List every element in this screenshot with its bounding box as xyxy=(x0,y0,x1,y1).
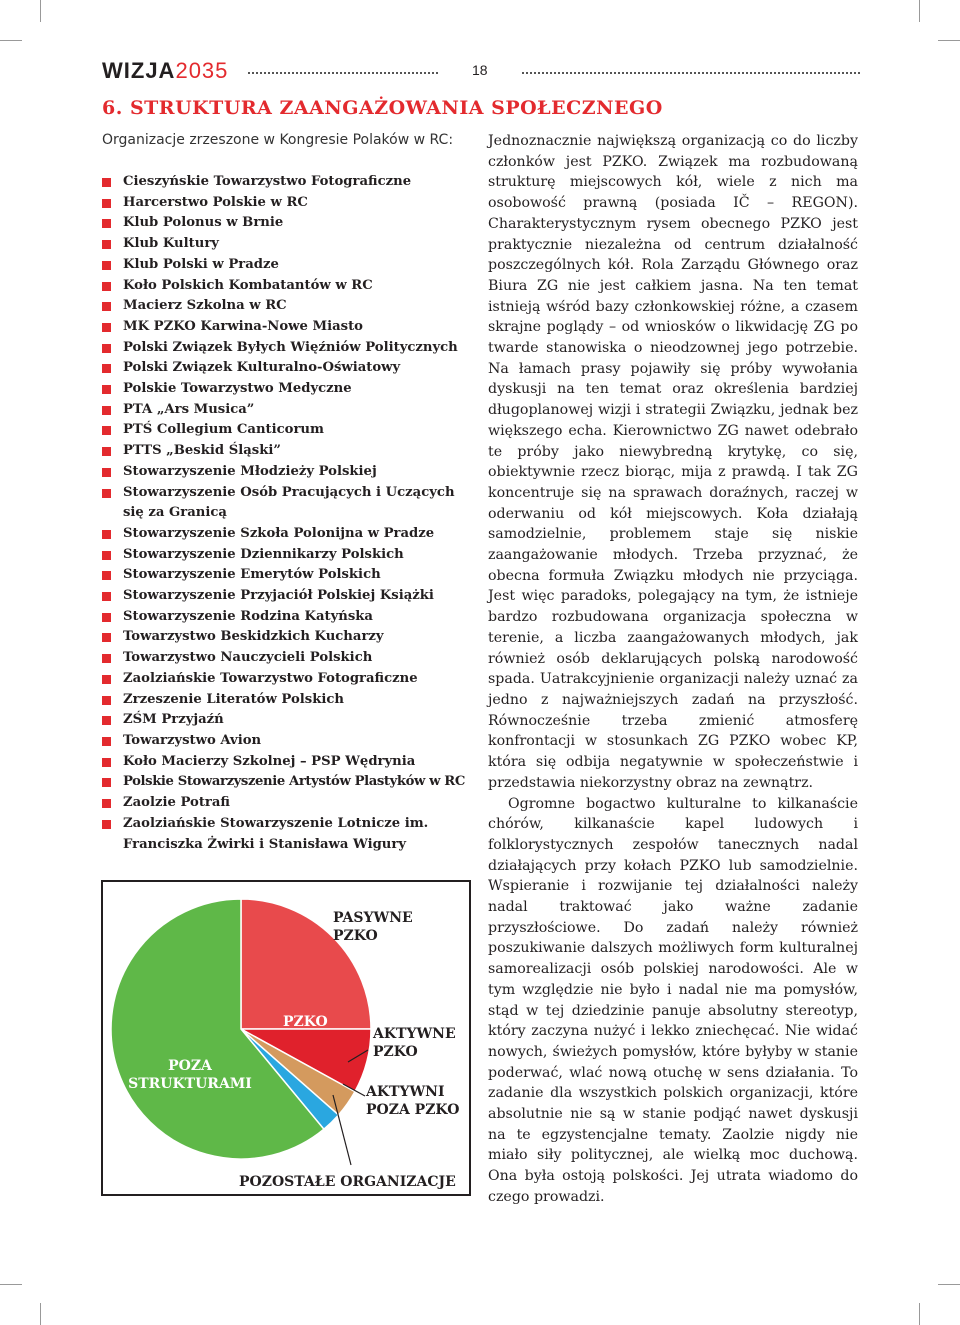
bullet-icon xyxy=(102,282,111,291)
bullet-icon xyxy=(102,385,111,394)
bullet-icon xyxy=(102,633,111,642)
bullet-icon xyxy=(102,737,111,746)
list-item: Towarzystwo Beskidzkich Kucharzy xyxy=(102,627,482,648)
body-paragraph-2: Ogromne bogactwo kulturalne to kilkanaście chórów, kilkanaście kapel ludowych i folklorystycznych zespołów tanecznych nadal działających przy kołach PZKO lub samodzielnie. Wspieranie i rozwijanie tej działalności należy nadal traktować jako ważne zadanie przyszłościowe. Do zadań należy również poszukiwanie dalszych możliwych form kulturalnej samorealizacji osób polskiej narodowości. Ale w tym względzie nie było i nadal nie ma pomysłów, stąd w tej dziedzinie panuje absolutny stereotyp, który zaczyna nużyć i lekko zniechęcać. Nie widać nowych, świeżych pomysłów, które byłyby w stanie poderwać, wlać nową otuchę w sens działania. To zadanie dla wszystkich polskich organizacji, które absolutnie nie są w stanie podjąć nawet dyskusji na te egzystencjalne tematy. Zaolzie nigdy nie miało siły politycznej, ale wielką moc duchową. Ona była ostoją polskości. Jej utrata wiadomo do czego prowadzi. xyxy=(488,795,858,1205)
bullet-icon xyxy=(102,426,111,435)
label-poza-line1: POZA xyxy=(168,1058,212,1074)
list-item: Polskie Towarzystwo Medyczne xyxy=(102,379,482,400)
list-item: Towarzystwo Nauczycieli Polskich xyxy=(102,648,482,669)
label-pasywne-line1: PASYWNE xyxy=(333,910,413,926)
label-pozostale: POZOSTAŁE ORGANIZACJE xyxy=(239,1174,456,1190)
list-item: PTŚ Collegium Canticorum xyxy=(102,420,482,441)
list-item: Stowarzyszenie Szkoła Polonijna w Pradze xyxy=(102,524,482,545)
crop-mark xyxy=(938,40,960,41)
bullet-icon xyxy=(102,613,111,622)
list-item: Stowarzyszenie Rodzina Katyńska xyxy=(102,607,482,628)
label-pasywne-line2: PZKO xyxy=(333,928,378,944)
bullet-icon xyxy=(102,489,111,498)
bullet-icon xyxy=(102,654,111,663)
page-header xyxy=(102,56,860,86)
bullet-icon xyxy=(102,406,111,415)
crop-mark xyxy=(0,40,22,41)
bullet-icon xyxy=(102,675,111,684)
bullet-icon xyxy=(102,571,111,580)
bullet-icon xyxy=(102,240,111,249)
logo xyxy=(102,58,228,84)
bullet-icon xyxy=(102,551,111,560)
list-item: Macierz Szkolna w RC xyxy=(102,296,482,317)
pie-chart-svg xyxy=(103,882,469,1194)
page-number: 18 xyxy=(472,62,488,78)
list-item: Stowarzyszenie Dziennikarzy Polskich xyxy=(102,545,482,566)
list-item: Stowarzyszenie Osób Pracujących i Uczących się za Granicą xyxy=(102,483,463,524)
bullet-icon xyxy=(102,323,111,332)
list-item: Polskie Stowarzyszenie Artystów Plastyków w RC xyxy=(102,772,482,793)
logo-wizja: WIZJA xyxy=(102,58,176,83)
list-item: PTTS „Beskid Śląski” xyxy=(102,441,482,462)
list-item: MK PZKO Karwina-Nowe Miasto xyxy=(102,317,482,338)
header-dotted-rule-right xyxy=(522,72,860,74)
bullet-icon xyxy=(102,219,111,228)
list-item: Harcerstwo Polskie w RC xyxy=(102,193,482,214)
header-dotted-rule-left xyxy=(248,72,438,74)
bullet-icon xyxy=(102,758,111,767)
bullet-icon xyxy=(102,302,111,311)
list-item: Cieszyńskie Towarzystwo Fotograficzne xyxy=(102,172,482,193)
label-aktywne-line1: AKTYWNE xyxy=(373,1026,456,1042)
organizations-intro: Organizacje zrzeszone w Kongresie Polaków w RC: xyxy=(102,132,454,148)
list-item: Zaolzie Potrafi xyxy=(102,793,482,814)
bullet-icon xyxy=(102,364,111,373)
label-pzko: PZKO xyxy=(283,1014,328,1030)
list-item: Zrzeszenie Literatów Polskich xyxy=(102,690,482,711)
bullet-icon xyxy=(102,696,111,705)
list-item: ZŚM Przyjaźń xyxy=(102,710,482,731)
body-paragraph-1: Jednoznacznie największą organizacją co do liczby członków jest PZKO. Związek ma rozbudowaną strukturę miejscowych kół, wiele z nich ma osobowość prawną (posiada IČ – REGON). Charakterystycznym rysem obecnego PZKO jest praktycznie niezależna od centrum działalność poszczególnych kół. Rola Zarządu Głównego oraz Biura ZG nie jest całkiem jasna. Na ten temat istnieją wśród bazy członkowskiej różne, a czasem skrajne poglądy – od wniosków o likwidację ZG po twarde stanowiska o nieodzownej jego potrzebie. Na łamach prasy pojawiły się próby wywołania dyskusji na ten temat oraz określenia bardziej długoplanowej wizji i strategii Związku, jednak bez większego echa. Kierownictwo ZG nawet odebrało te próby jako niewybredną krytykę, co się, obiektywnie rzecz biorąc, mija z prawdą. I tak ZG koncentruje się na sprawach doraźnych, raczej w oderwaniu od kół miejscowych. Koła działają samodzielnie, problemem staje się niskie zaangażowanie młodych. Trzeba przyznać, że obecna formuła Związku młodych nie przyciąga. Jest więc paradoks, polegający na tym, że istnieje bardzo rozbudowana organizacja społeczna w terenie, a liczba zaangażowanych młodych, jak również osób deklarujących polską narodowość spada. Uatrakcyjnienie organizacji należy uznać za jedno z najważniejszych zadań na przyszłość. Równocześnie trzeba zmienić atmosferę konfrontacji w stosunkach ZG PZKO wobec KP, która się odbija negatywnie w społeczeństwie i przedstawia niekorzystny obraz na zewnątrz. xyxy=(488,133,858,791)
label-aktywne-line2: PZKO xyxy=(373,1044,418,1060)
list-item: Stowarzyszenie Przyjaciół Polskiej Książki xyxy=(102,586,482,607)
crop-mark xyxy=(919,0,920,22)
list-item: Polski Związek Kulturalno-Oświatowy xyxy=(102,358,482,379)
crop-mark xyxy=(0,1284,22,1285)
list-item: Klub Kultury xyxy=(102,234,482,255)
list-item: Klub Polski w Pradze xyxy=(102,255,482,276)
logo-year: 2035 xyxy=(175,58,229,83)
list-item: Polski Związek Byłych Więźniów Politycznych xyxy=(102,338,482,359)
organizations-list xyxy=(102,172,482,855)
crop-mark xyxy=(919,1303,920,1325)
label-aktywni-line1: AKTYWNI xyxy=(366,1084,445,1100)
list-item: Koło Macierzy Szkolnej – PSP Wędrynia xyxy=(102,752,482,773)
bullet-icon xyxy=(102,468,111,477)
bullet-icon xyxy=(102,778,111,787)
crop-mark xyxy=(40,1303,41,1325)
bullet-icon xyxy=(102,199,111,208)
crop-mark xyxy=(40,0,41,22)
label-poza-line2: STRUKTURAMI xyxy=(128,1076,252,1092)
bullet-icon xyxy=(102,344,111,353)
bullet-icon xyxy=(102,716,111,725)
list-item: Stowarzyszenie Młodzieży Polskiej xyxy=(102,462,482,483)
bullet-icon xyxy=(102,447,111,456)
bullet-icon xyxy=(102,530,111,539)
bullet-icon xyxy=(102,178,111,187)
list-item: Towarzystwo Avion xyxy=(102,731,482,752)
bullet-icon xyxy=(102,799,111,808)
list-item: Stowarzyszenie Emerytów Polskich xyxy=(102,565,482,586)
engagement-pie-chart xyxy=(101,880,471,1196)
label-aktywni-line2: POZA PZKO xyxy=(366,1102,460,1118)
list-item: Zaolziańskie Stowarzyszenie Lotnicze im. Franciszka Żwirki i Stanisława Wigury xyxy=(102,814,463,855)
section-title: 6. STRUKTURA ZAANGAŻOWANIA SPOŁECZNEGO xyxy=(102,97,663,119)
body-text xyxy=(488,131,858,1208)
bullet-icon xyxy=(102,261,111,270)
list-item: Klub Polonus w Brnie xyxy=(102,213,482,234)
crop-mark xyxy=(938,1284,960,1285)
bullet-icon xyxy=(102,820,111,829)
list-item: Zaolziańskie Towarzystwo Fotograficzne xyxy=(102,669,482,690)
bullet-icon xyxy=(102,592,111,601)
list-item: Koło Polskich Kombatantów w RC xyxy=(102,276,482,297)
list-item: PTA „Ars Musica” xyxy=(102,400,482,421)
